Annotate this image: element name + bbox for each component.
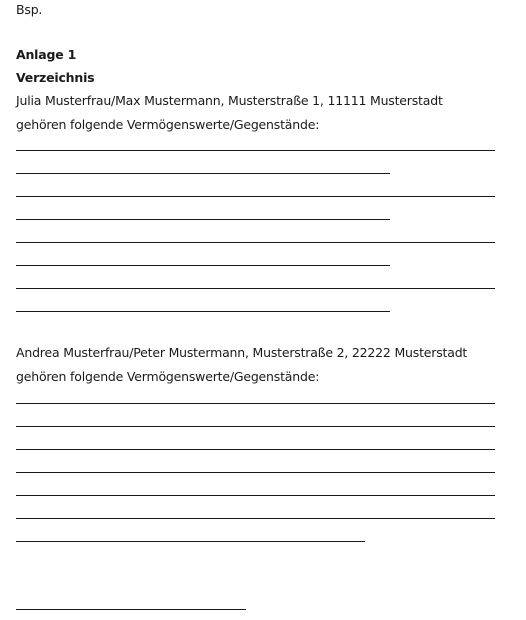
blank-line xyxy=(16,426,495,427)
blank-line xyxy=(16,242,495,243)
owners-line-2: Andrea Musterfrau/Peter Mustermann, Musterstraße 2, 22222 Musterstadt xyxy=(16,345,468,360)
blank-line xyxy=(16,518,495,519)
blank-line xyxy=(16,472,495,473)
blank-line xyxy=(16,288,495,289)
annex-title: Anlage 1 xyxy=(16,47,77,62)
blank-line xyxy=(16,403,495,404)
blank-line xyxy=(16,495,495,496)
owners-line-1: Julia Musterfrau/Max Mustermann, Musterstraße 1, 11111 Musterstadt xyxy=(16,93,443,108)
blank-line xyxy=(16,196,495,197)
assets-intro-1: gehören folgende Vermögenswerte/Gegenstände: xyxy=(16,117,320,132)
blank-line xyxy=(16,449,495,450)
blank-line xyxy=(16,173,390,174)
blank-line xyxy=(16,541,365,542)
blank-line xyxy=(16,150,495,151)
blank-line xyxy=(16,311,390,312)
example-label: Bsp. xyxy=(16,2,43,17)
assets-intro-2: gehören folgende Vermögenswerte/Gegenstände: xyxy=(16,369,320,384)
list-title: Verzeichnis xyxy=(16,70,95,85)
signature-line xyxy=(16,609,246,610)
blank-line xyxy=(16,265,390,266)
blank-line xyxy=(16,219,390,220)
